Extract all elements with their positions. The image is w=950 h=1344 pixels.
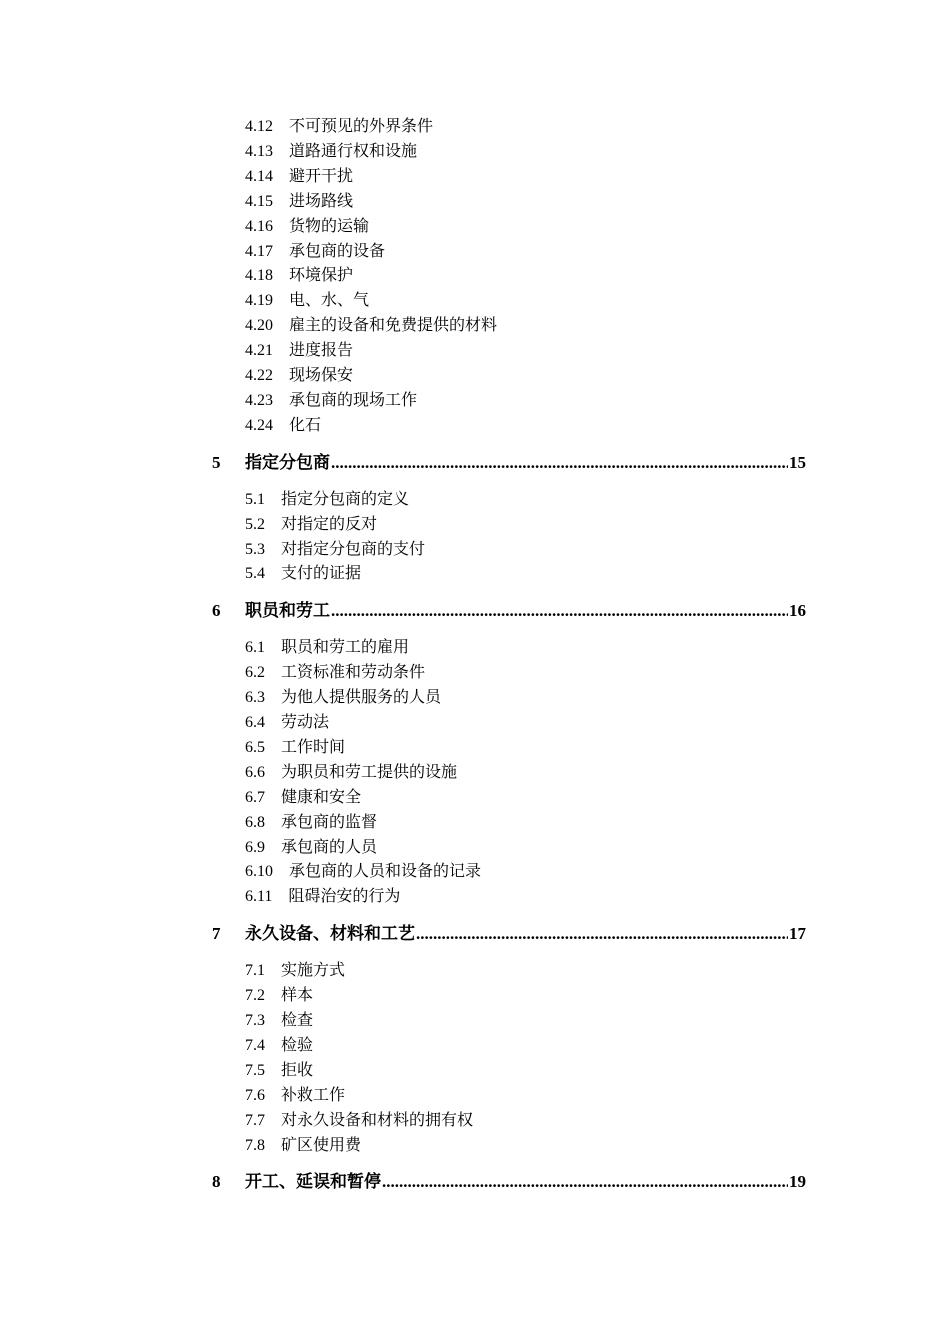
entry-number: 4.16 [245, 217, 273, 235]
toc-entry[interactable] [245, 1135, 361, 1157]
entry-title: 环境保护 [289, 267, 354, 285]
dot-leader [331, 451, 788, 475]
toc-entry[interactable] [245, 1110, 473, 1132]
entry-title: 承包商的监督 [281, 813, 378, 831]
toc-entry[interactable] [245, 216, 369, 238]
entry-title: 为他人提供服务的人员 [281, 689, 442, 707]
toc-entry[interactable] [245, 489, 409, 511]
entry-number: 7.6 [245, 1086, 265, 1104]
entry-number: 4.12 [245, 118, 273, 135]
entry-number: 5.4 [245, 565, 265, 583]
entry-title: 样本 [281, 987, 314, 1005]
toc-entry[interactable] [245, 315, 497, 337]
entry-number: 6.4 [245, 714, 265, 731]
toc-entry[interactable] [245, 514, 377, 536]
entry-number: 5.2 [245, 515, 265, 533]
chapter-title: 指定分包商 [245, 452, 330, 472]
chapter-title: 永久设备、材料和工艺 [245, 924, 415, 944]
toc-chapter-heading[interactable] [212, 599, 806, 623]
toc-entry[interactable] [245, 985, 313, 1007]
entry-number: 4.15 [245, 192, 273, 210]
toc-entry[interactable] [245, 861, 481, 883]
entry-title: 雇主的设备和免费提供的材料 [289, 317, 498, 335]
toc-entry[interactable] [245, 265, 353, 287]
entry-number: 6.11 [245, 888, 273, 906]
chapter-page-number: 16 [789, 601, 806, 621]
entry-title: 拒收 [281, 1061, 314, 1079]
entry-number: 6.8 [245, 813, 265, 831]
toc-entry[interactable] [245, 1085, 345, 1107]
entry-number: 4.13 [245, 142, 273, 160]
entry-number: 5.1 [245, 490, 265, 508]
entry-number: 4.21 [245, 342, 273, 360]
entry-title: 对永久设备和材料的拥有权 [281, 1111, 474, 1129]
chapter-page-number: 17 [789, 924, 806, 944]
entry-title: 电、水、气 [289, 292, 370, 310]
entry-title: 职员和劳工的雇用 [281, 639, 410, 657]
entry-number: 6.3 [245, 689, 265, 707]
toc-entry[interactable] [245, 539, 425, 561]
chapter-page-number: 19 [789, 1172, 806, 1192]
entry-title: 检查 [281, 1012, 314, 1029]
chapter-title: 职员和劳工 [245, 601, 330, 621]
chapter-number: 6 [212, 601, 221, 621]
toc-entry[interactable] [245, 340, 353, 362]
entry-number: 4.22 [245, 367, 273, 384]
toc-entry[interactable] [245, 960, 345, 982]
entry-number: 4.20 [245, 317, 273, 335]
toc-entry[interactable] [245, 1035, 313, 1057]
entry-title: 化石 [289, 416, 322, 434]
entry-title: 现场保安 [289, 367, 354, 384]
entry-title: 承包商的设备 [289, 242, 386, 260]
entry-number: 7.4 [245, 1036, 265, 1054]
entry-number: 4.14 [245, 167, 273, 185]
entry-title: 承包商的现场工作 [289, 391, 418, 409]
toc-entry[interactable] [245, 241, 385, 263]
entry-number: 4.24 [245, 416, 273, 434]
entry-number: 7.3 [245, 1012, 265, 1029]
entry-title: 道路通行权和设施 [289, 142, 418, 160]
entry-title: 补救工作 [281, 1086, 346, 1104]
entry-title: 为职员和劳工提供的设施 [281, 763, 458, 781]
entry-title: 货物的运输 [289, 217, 370, 235]
entry-number: 7.5 [245, 1061, 265, 1079]
entry-title: 检验 [281, 1036, 314, 1054]
entry-title: 承包商的人员 [281, 838, 378, 856]
entry-number: 4.23 [245, 391, 273, 409]
chapter-title: 开工、延误和暂停 [245, 1172, 381, 1192]
chapter-number: 5 [212, 452, 221, 472]
dot-leader [416, 922, 788, 946]
dot-leader [331, 599, 788, 623]
entry-title: 进度报告 [289, 342, 354, 360]
entry-title: 对指定分包商的支付 [281, 540, 426, 558]
toc-entry[interactable] [245, 812, 377, 834]
toc-entry[interactable] [245, 637, 409, 659]
toc-entry[interactable] [245, 1060, 313, 1082]
toc-entry[interactable] [245, 563, 361, 585]
chapter-number: 8 [212, 1172, 221, 1192]
toc-entry[interactable] [245, 365, 353, 387]
entry-title: 不可预见的外界条件 [289, 118, 434, 135]
entry-number: 7.7 [245, 1111, 265, 1129]
entry-title: 承包商的人员和设备的记录 [289, 863, 482, 881]
entry-number: 7.8 [245, 1136, 265, 1154]
toc-entry[interactable] [245, 886, 400, 908]
entry-number: 4.19 [245, 292, 273, 310]
dot-leader [382, 1170, 788, 1194]
chapter-page-number: 15 [789, 452, 806, 472]
entry-title: 健康和安全 [281, 788, 362, 806]
entry-title: 实施方式 [281, 962, 346, 980]
entry-title: 劳动法 [281, 714, 330, 731]
entry-number: 7.1 [245, 962, 265, 980]
entry-number: 6.10 [245, 863, 273, 881]
toc-entry[interactable] [245, 191, 353, 213]
entry-title: 阻碍治安的行为 [288, 888, 401, 906]
entry-title: 避开干扰 [289, 167, 354, 185]
toc-entry[interactable] [245, 415, 321, 437]
entry-number: 4.18 [245, 267, 273, 285]
entry-title: 指定分包商的定义 [281, 490, 410, 508]
entry-title: 工资标准和劳动条件 [281, 664, 426, 682]
toc-entry[interactable] [245, 1010, 313, 1032]
entry-number: 6.9 [245, 838, 265, 856]
entry-number: 5.3 [245, 540, 265, 558]
entry-title: 支付的证据 [281, 565, 362, 583]
toc-chapter-heading[interactable] [212, 1170, 806, 1194]
toc-entry[interactable] [245, 687, 441, 709]
entry-number: 6.1 [245, 639, 265, 657]
toc-entry[interactable] [245, 837, 377, 859]
entry-number: 7.2 [245, 987, 265, 1005]
toc-entry[interactable] [245, 290, 369, 312]
toc-entry[interactable] [245, 787, 361, 809]
entry-title: 对指定的反对 [281, 515, 378, 533]
toc-entry[interactable] [245, 166, 353, 188]
entry-title: 进场路线 [289, 192, 354, 210]
toc-entry[interactable] [245, 390, 417, 412]
chapter-number: 7 [212, 924, 221, 944]
entry-title: 矿区使用费 [281, 1136, 362, 1154]
toc-entry[interactable] [245, 712, 329, 734]
toc-entry[interactable] [245, 762, 457, 784]
entry-number: 6.7 [245, 788, 265, 806]
toc-entry[interactable] [245, 141, 417, 163]
entry-number: 6.6 [245, 763, 265, 781]
entry-number: 6.2 [245, 664, 265, 682]
entry-title: 工作时间 [281, 738, 346, 756]
entry-number: 4.17 [245, 242, 273, 260]
toc-entry[interactable] [245, 662, 425, 684]
toc-entry[interactable] [245, 116, 433, 138]
toc-chapter-heading[interactable] [212, 922, 806, 946]
toc-chapter-heading[interactable] [212, 451, 806, 475]
toc-entry[interactable] [245, 737, 345, 759]
entry-number: 6.5 [245, 738, 265, 756]
